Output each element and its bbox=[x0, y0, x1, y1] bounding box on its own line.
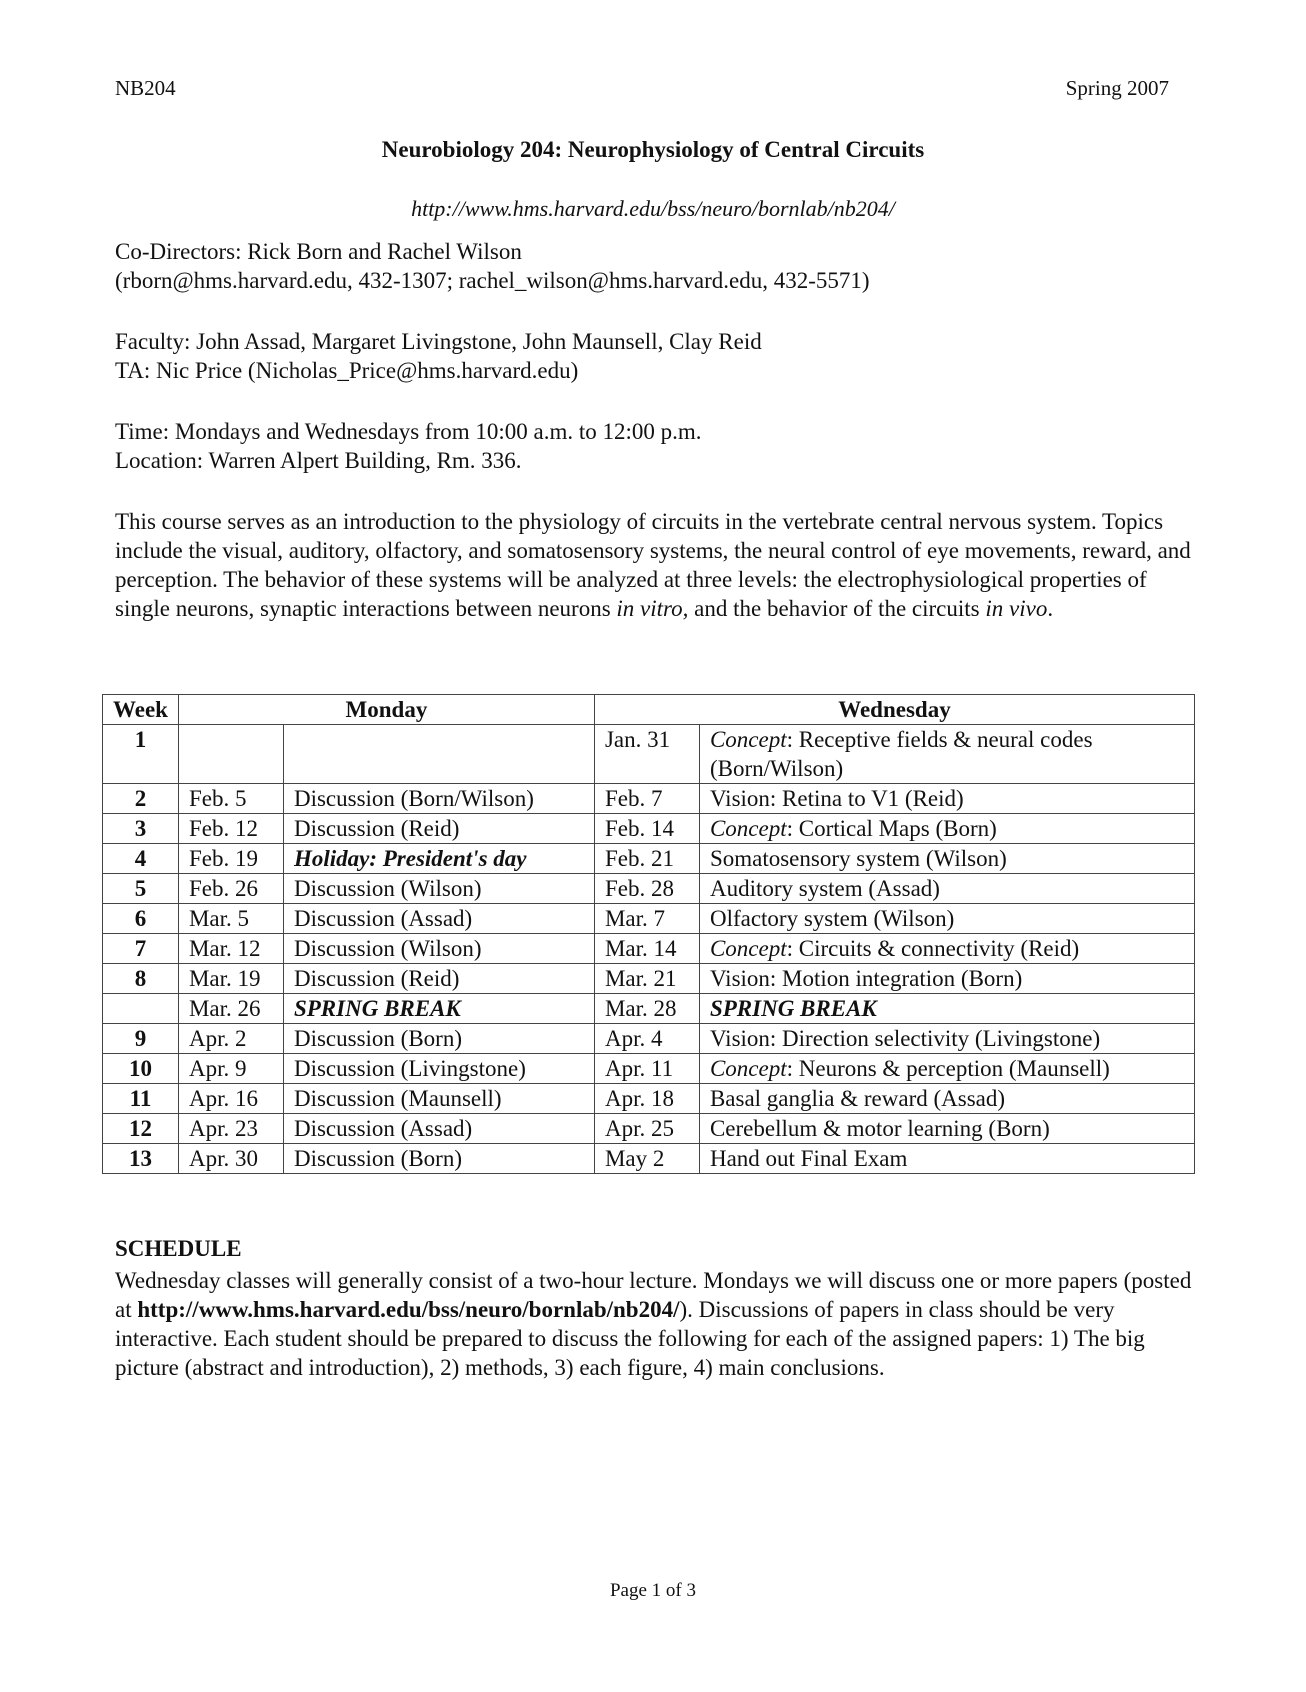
page-number: Page 1 of 3 bbox=[609, 1580, 696, 1601]
week-cell bbox=[103, 994, 179, 1024]
week-cell: 5 bbox=[103, 874, 179, 904]
wednesday-topic-cell bbox=[699, 904, 1194, 934]
wednesday-date-cell: Feb. 28 bbox=[594, 874, 699, 904]
monday-topic-cell: Discussion (Born) bbox=[283, 1144, 594, 1174]
week-cell: 12 bbox=[103, 1114, 179, 1144]
wednesday-topic-text: Hand out Final Exam bbox=[709, 1146, 908, 1171]
week-cell: 2 bbox=[103, 784, 179, 814]
monday-date-cell: Feb. 12 bbox=[178, 814, 283, 844]
table-row bbox=[103, 725, 1195, 784]
schedule-paragraph bbox=[115, 1266, 1205, 1382]
monday-date-cell: Apr. 9 bbox=[178, 1054, 283, 1084]
wednesday-topic-cell bbox=[699, 844, 1194, 874]
monday-topic-cell: SPRING BREAK bbox=[283, 994, 594, 1024]
wednesday-date-cell: Mar. 7 bbox=[594, 904, 699, 934]
monday-date-cell bbox=[178, 725, 283, 784]
monday-topic-cell: Discussion (Reid) bbox=[283, 814, 594, 844]
course-url: http://www.hms.harvard.edu/bss/neuro/bornlab/nb204/ bbox=[411, 196, 895, 221]
table-row bbox=[103, 1054, 1195, 1084]
week-cell: 7 bbox=[103, 934, 179, 964]
wednesday-date-cell: Feb. 21 bbox=[594, 844, 699, 874]
wednesday-topic-text: : Cortical Maps (Born) bbox=[786, 816, 997, 841]
faculty-list: Faculty: John Assad, Margaret Livingstone, John Maunsell, Clay Reid bbox=[115, 329, 762, 354]
ta-info: TA: Nic Price (Nicholas_Price@hms.harvard.edu) bbox=[115, 358, 579, 383]
wednesday-topic-text: : Neurons & perception (Maunsell) bbox=[786, 1056, 1110, 1081]
wednesday-topic-text: SPRING BREAK bbox=[709, 996, 877, 1021]
wednesday-topic-cell bbox=[699, 934, 1194, 964]
monday-date-cell: Feb. 5 bbox=[178, 784, 283, 814]
schedule-table bbox=[102, 694, 1195, 1174]
monday-topic-cell: Discussion (Maunsell) bbox=[283, 1084, 594, 1114]
wednesday-topic-text: Vision: Retina to V1 (Reid) bbox=[709, 786, 964, 811]
table-row bbox=[103, 994, 1195, 1024]
monday-topic-cell: Discussion (Assad) bbox=[283, 904, 594, 934]
wednesday-topic-text: : Circuits & connectivity (Reid) bbox=[786, 936, 1080, 961]
week-cell: 9 bbox=[103, 1024, 179, 1054]
week-cell: 1 bbox=[103, 725, 179, 784]
table-row bbox=[103, 934, 1195, 964]
header-wednesday: Wednesday bbox=[594, 695, 1194, 725]
wednesday-topic-text: Olfactory system (Wilson) bbox=[709, 906, 955, 931]
wednesday-topic-text: Vision: Motion integration (Born) bbox=[709, 966, 1023, 991]
wednesday-topic-text: Vision: Direction selectivity (Livingstone) bbox=[709, 1026, 1101, 1051]
monday-date-cell: Apr. 2 bbox=[178, 1024, 283, 1054]
monday-date-cell: Mar. 5 bbox=[178, 904, 283, 934]
monday-topic-cell: Holiday: President's day bbox=[283, 844, 594, 874]
schedule-text-2: ). Discussions of papers in class should be very interactive. Each student should be prepared to discuss the following for each of the assigned papers: 1) The big picture (abstract and introduction), 2) methods, 3) each figure, 4) main conclusions. bbox=[115, 1297, 1145, 1380]
week-cell: 3 bbox=[103, 814, 179, 844]
intro-text-2: and the behavior of the circuits bbox=[688, 596, 986, 621]
codirectors-contacts: (rborn@hms.harvard.edu, 432-1307; rachel_wilson@hms.harvard.edu, 432-5571) bbox=[115, 268, 870, 293]
wednesday-topic-text: Auditory system (Assad) bbox=[709, 876, 940, 901]
intro-em-1: in vitro, bbox=[616, 596, 689, 621]
monday-date-cell: Apr. 30 bbox=[178, 1144, 283, 1174]
table-row bbox=[103, 1144, 1195, 1174]
wednesday-topic-cell bbox=[699, 1084, 1194, 1114]
codirectors-block bbox=[115, 237, 870, 295]
table-row bbox=[103, 1114, 1195, 1144]
table-row bbox=[103, 964, 1195, 994]
header-week: Week bbox=[103, 695, 179, 725]
wednesday-topic-cell bbox=[699, 1024, 1194, 1054]
concept-label: Concept bbox=[709, 727, 787, 752]
week-cell: 13 bbox=[103, 1144, 179, 1174]
wednesday-date-cell: Mar. 21 bbox=[594, 964, 699, 994]
wednesday-date-cell: Apr. 18 bbox=[594, 1084, 699, 1114]
monday-topic-cell: Discussion (Livingstone) bbox=[283, 1054, 594, 1084]
wednesday-topic-cell bbox=[699, 994, 1194, 1024]
wednesday-topic-cell bbox=[699, 874, 1194, 904]
wednesday-date-cell: Feb. 14 bbox=[594, 814, 699, 844]
monday-topic-cell bbox=[283, 725, 594, 784]
monday-topic-cell: Discussion (Assad) bbox=[283, 1114, 594, 1144]
wednesday-topic-text: Cerebellum & motor learning (Born) bbox=[709, 1116, 1050, 1141]
wednesday-date-cell: Mar. 28 bbox=[594, 994, 699, 1024]
page-title: Neurobiology 204: Neurophysiology of Central Circuits bbox=[381, 137, 925, 162]
class-time: Time: Mondays and Wednesdays from 10:00 a.m. to 12:00 p.m. bbox=[115, 419, 702, 444]
table-row bbox=[103, 844, 1195, 874]
wednesday-date-cell: Feb. 7 bbox=[594, 784, 699, 814]
week-cell: 4 bbox=[103, 844, 179, 874]
wednesday-topic-cell bbox=[699, 814, 1194, 844]
wednesday-topic-cell bbox=[699, 1144, 1194, 1174]
logistics-block bbox=[115, 417, 702, 475]
monday-date-cell: Apr. 16 bbox=[178, 1084, 283, 1114]
header-monday: Monday bbox=[178, 695, 594, 725]
intro-text-3: . bbox=[1047, 596, 1054, 621]
schedule-heading: SCHEDULE bbox=[115, 1236, 242, 1261]
table-row bbox=[103, 1024, 1195, 1054]
table-row bbox=[103, 814, 1195, 844]
concept-label: Concept bbox=[709, 936, 787, 961]
wednesday-date-cell: Apr. 25 bbox=[594, 1114, 699, 1144]
monday-date-cell: Feb. 26 bbox=[178, 874, 283, 904]
monday-date-cell: Feb. 19 bbox=[178, 844, 283, 874]
week-cell: 8 bbox=[103, 964, 179, 994]
wednesday-topic-text: : Receptive fields & neural codes (Born/Wilson) bbox=[709, 727, 1093, 781]
term-label: Spring 2007 bbox=[1065, 76, 1169, 100]
monday-date-cell: Apr. 23 bbox=[178, 1114, 283, 1144]
class-location: Location: Warren Alpert Building, Rm. 336. bbox=[115, 448, 522, 473]
monday-topic-cell: Discussion (Born/Wilson) bbox=[283, 784, 594, 814]
week-cell: 11 bbox=[103, 1084, 179, 1114]
monday-date-cell: Mar. 26 bbox=[178, 994, 283, 1024]
wednesday-topic-cell bbox=[699, 1114, 1194, 1144]
wednesday-date-cell: May 2 bbox=[594, 1144, 699, 1174]
monday-date-cell: Mar. 19 bbox=[178, 964, 283, 994]
monday-topic-cell: Discussion (Wilson) bbox=[283, 874, 594, 904]
table-row bbox=[103, 1084, 1195, 1114]
intro-em-2: in vivo bbox=[985, 596, 1048, 621]
monday-date-cell: Mar. 12 bbox=[178, 934, 283, 964]
faculty-block bbox=[115, 327, 762, 385]
table-body bbox=[103, 725, 1195, 1174]
concept-label: Concept bbox=[709, 1056, 787, 1081]
monday-topic-cell: Discussion (Reid) bbox=[283, 964, 594, 994]
schedule-text-1: Wednesday classes will generally consist of a two-hour lecture. Mondays we will discuss one or more papers (posted at bbox=[115, 1268, 1192, 1322]
table-row bbox=[103, 904, 1195, 934]
codirectors-names: Co-Directors: Rick Born and Rachel Wilson bbox=[115, 239, 522, 264]
monday-topic-cell: Discussion (Born) bbox=[283, 1024, 594, 1054]
table-header-row bbox=[103, 695, 1195, 725]
wednesday-topic-text: Somatosensory system (Wilson) bbox=[709, 846, 1007, 871]
table-row bbox=[103, 874, 1195, 904]
course-code: NB204 bbox=[115, 76, 176, 100]
wednesday-date-cell: Apr. 11 bbox=[594, 1054, 699, 1084]
wednesday-date-cell: Mar. 14 bbox=[594, 934, 699, 964]
schedule-url: http://www.hms.harvard.edu/bss/neuro/bornlab/nb204/ bbox=[137, 1297, 680, 1322]
wednesday-topic-cell bbox=[699, 1054, 1194, 1084]
wednesday-topic-cell bbox=[699, 784, 1194, 814]
wednesday-topic-cell bbox=[699, 725, 1194, 784]
intro-text-1: This course serves as an introduction to the physiology of circuits in the vertebrate central nervous system. Topics include the visual, auditory, olfactory, and somatosensory systems, the neural control of eye movements, reward, and perception. The behavior of these systems will be analyzed at three levels: the electrophysiological properties of single neurons, synaptic interactions between neurons bbox=[115, 509, 1191, 621]
wednesday-date-cell: Jan. 31 bbox=[594, 725, 699, 784]
concept-label: Concept bbox=[709, 816, 787, 841]
week-cell: 6 bbox=[103, 904, 179, 934]
monday-topic-cell: Discussion (Wilson) bbox=[283, 934, 594, 964]
table-row bbox=[103, 784, 1195, 814]
week-cell: 10 bbox=[103, 1054, 179, 1084]
wednesday-date-cell: Apr. 4 bbox=[594, 1024, 699, 1054]
wednesday-topic-cell bbox=[699, 964, 1194, 994]
intro-paragraph bbox=[115, 507, 1205, 623]
wednesday-topic-text: Basal ganglia & reward (Assad) bbox=[709, 1086, 1006, 1111]
